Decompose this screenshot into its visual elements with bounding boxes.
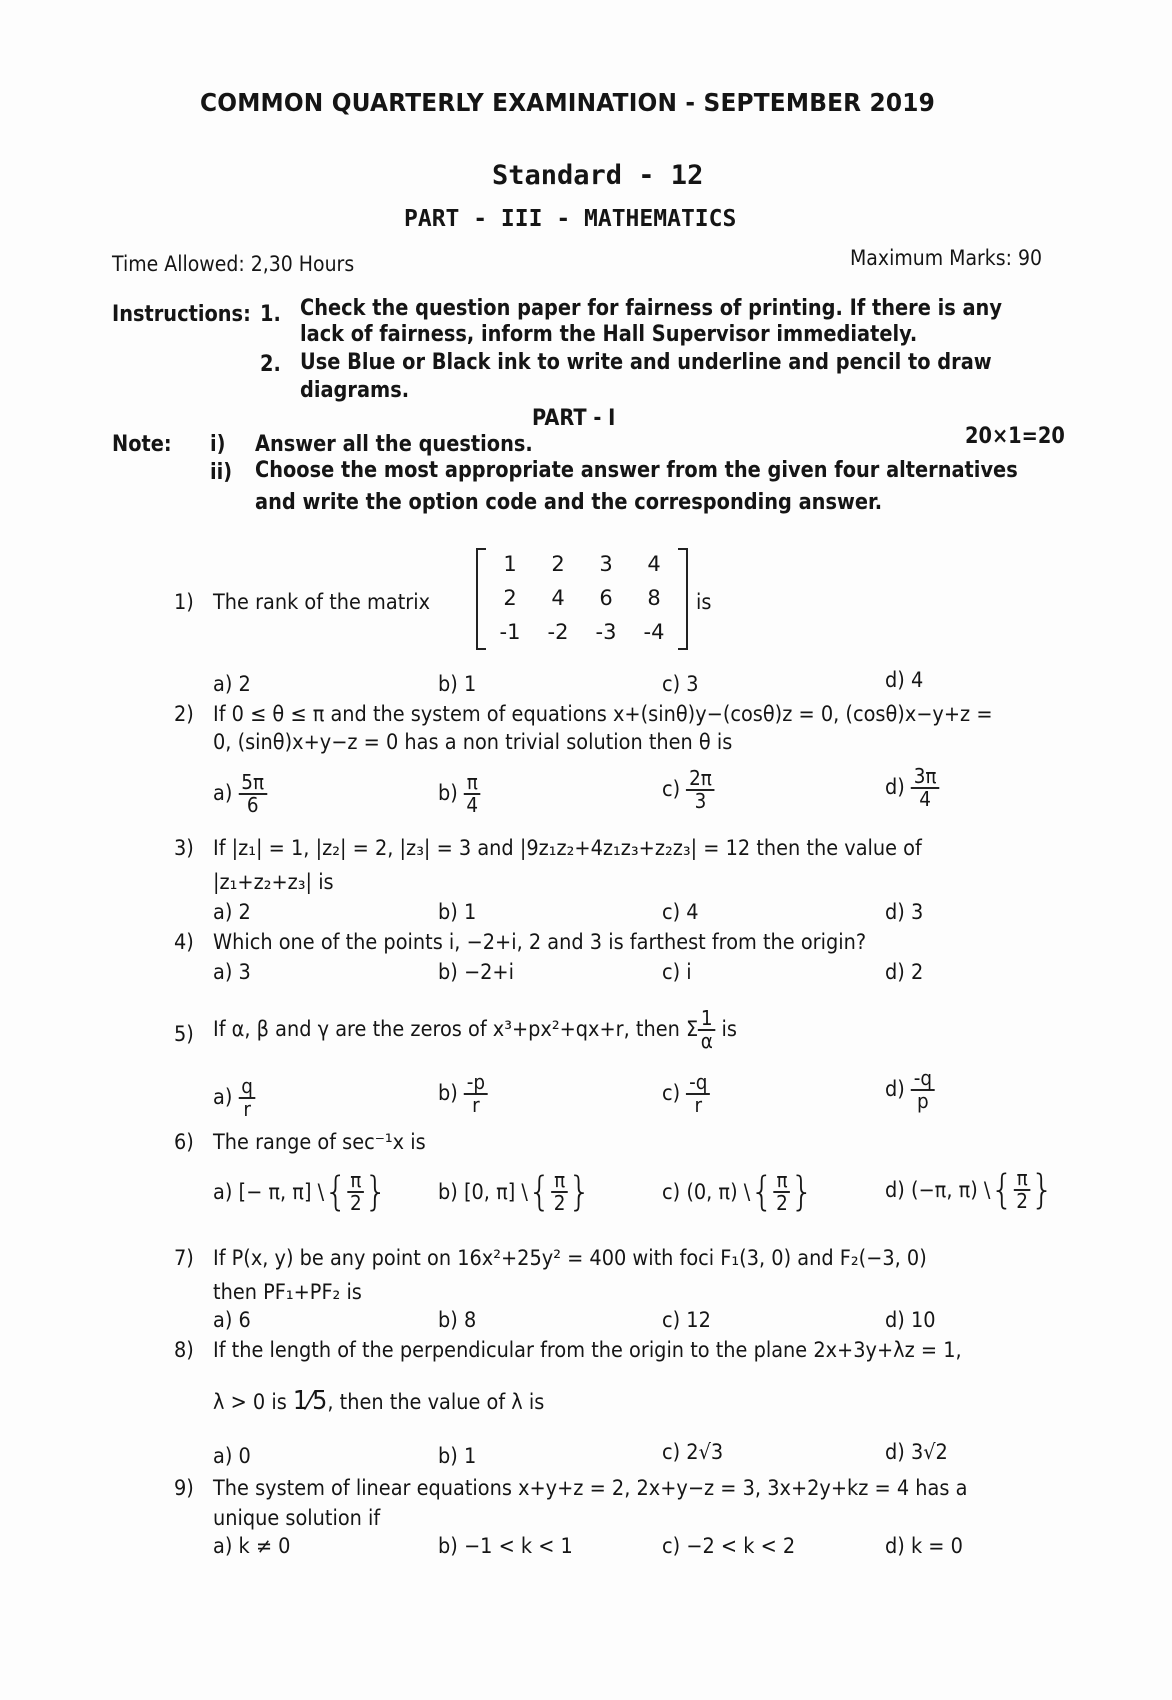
option-a <box>213 1170 388 1214</box>
matrix-cell: 4 <box>647 552 661 576</box>
question-text-part: is <box>721 1017 737 1041</box>
left-brace-icon: { <box>750 1169 774 1215</box>
fraction <box>239 1076 256 1120</box>
option-b: b) −1 < k < 1 <box>438 1534 573 1558</box>
denominator: r <box>472 1093 480 1117</box>
option-a: a) k ≠ 0 <box>213 1534 291 1558</box>
question-number: 4) <box>174 930 194 954</box>
instruction-text: lack of fairness, inform the Hall Supervisor immediately. <box>300 322 918 347</box>
option-label: b) <box>438 1180 458 1204</box>
option-label: a) <box>213 1180 233 1204</box>
instruction-text: Use Blue or Black ink to write and underline and pencil to draw <box>300 350 992 375</box>
question-text: The range of sec⁻¹x is <box>213 1130 426 1154</box>
option-c: c) 3 <box>662 672 699 696</box>
fraction <box>1014 1168 1031 1212</box>
option-d <box>885 1168 1054 1212</box>
option-a: a) 2 <box>213 672 251 696</box>
question-text: If 0 ≤ θ ≤ π and the system of equations x+(sinθ)y−(cosθ)z = 0, (cosθ)x−y+z = <box>213 702 993 726</box>
option-d <box>885 1068 935 1112</box>
option-a <box>213 1076 256 1120</box>
option-c: c) −2 < k < 2 <box>662 1534 796 1558</box>
option-a <box>213 772 267 816</box>
option-d: d) k = 0 <box>885 1534 963 1558</box>
numerator: π <box>1014 1168 1031 1191</box>
option-label: d) <box>885 775 905 799</box>
option-b: b) 8 <box>438 1308 477 1332</box>
question-text-part: If α, β and γ are the zeros of x³+px²+qx+r, then Σ <box>213 1017 699 1041</box>
numerator: -p <box>464 1072 488 1095</box>
numerator: π <box>551 1170 568 1193</box>
fraction <box>686 1072 710 1116</box>
left-brace-icon: { <box>990 1167 1014 1213</box>
numerator: π <box>774 1170 791 1193</box>
note-number: ii) <box>210 460 233 485</box>
question-text: If the length of the perpendicular from the origin to the plane 2x+3y+λz = 1, <box>213 1338 962 1362</box>
question-text: then PF₁+PF₂ is <box>213 1280 362 1304</box>
fraction <box>239 772 267 816</box>
denominator: p <box>917 1089 929 1113</box>
instruction-number: 2. <box>260 352 281 377</box>
option-d: d) 2 <box>885 960 924 984</box>
matrix-row <box>486 552 678 576</box>
denominator: α <box>700 1029 713 1053</box>
numerator: -q <box>686 1072 710 1095</box>
denominator: 4 <box>466 793 479 817</box>
option-b: b) 1 <box>438 672 477 696</box>
question-number: 8) <box>174 1338 194 1362</box>
numerator: π <box>464 772 481 795</box>
question-text: 0, (sinθ)x+y−z = 0 has a non trivial solution then θ is <box>213 730 733 754</box>
option-d: d) 4 <box>885 668 924 692</box>
interval: (0, π) \ <box>686 1180 751 1204</box>
option-c <box>662 768 715 812</box>
denominator: 2 <box>349 1191 362 1215</box>
option-label: a) <box>213 781 233 805</box>
option-b: b) 1 <box>438 900 477 924</box>
option-b <box>438 772 481 816</box>
matrix-cell: 6 <box>599 586 613 610</box>
fraction <box>774 1170 791 1214</box>
denominator: 2 <box>1016 1189 1029 1213</box>
right-brace-icon: } <box>1030 1167 1054 1213</box>
question-text: Which one of the points i, −2+i, 2 and 3 is farthest from the origin? <box>213 930 867 954</box>
matrix-cell: -4 <box>643 620 665 644</box>
numerator: 3π <box>911 766 939 789</box>
left-brace-icon: { <box>324 1169 348 1215</box>
matrix-cell: -2 <box>547 620 569 644</box>
instructions-label: Instructions: <box>112 302 251 327</box>
option-a: a) 6 <box>213 1308 251 1332</box>
note-text: Answer all the questions. <box>255 432 533 457</box>
left-brace-icon: { <box>527 1169 552 1215</box>
question-text <box>213 1008 737 1052</box>
fraction: 1⁄5 <box>292 1386 328 1416</box>
question-text-part: λ > 0 is <box>213 1390 287 1414</box>
question-text: |z₁+z₂+z₃| is <box>213 870 334 894</box>
note-label: Note: <box>112 432 172 457</box>
note-text: Choose the most appropriate answer from the given four alternatives <box>255 458 1018 483</box>
matrix-cell: 2 <box>503 586 517 610</box>
option-c <box>662 1072 710 1116</box>
numerator: -q <box>911 1068 935 1091</box>
fraction <box>911 1068 935 1112</box>
interval: [− π, π] \ <box>238 1180 325 1204</box>
question-number: 1) <box>174 590 194 614</box>
option-c: c) 12 <box>662 1308 711 1332</box>
right-brace-icon: } <box>567 1169 592 1215</box>
option-label: d) <box>885 1077 905 1101</box>
matrix-cell: 2 <box>551 552 565 576</box>
question-text <box>213 1386 544 1416</box>
instruction-text: Check the question paper for fairness of printing. If there is any <box>300 296 1002 321</box>
denominator: r <box>694 1093 703 1117</box>
matrix-cell: -1 <box>499 620 521 644</box>
matrix <box>476 548 688 650</box>
fraction <box>464 772 481 816</box>
option-c <box>662 1170 814 1214</box>
denominator: 2 <box>776 1191 788 1215</box>
denominator: 6 <box>246 793 259 817</box>
numerator: 5π <box>239 772 267 795</box>
subject-heading: PART - III - MATHEMATICS <box>404 206 737 232</box>
question-text: If P(x, y) be any point on 16x²+25y² = 400 with foci F₁(3, 0) and F₂(−3, 0) <box>213 1246 927 1270</box>
matrix-cell: 8 <box>647 586 661 610</box>
option-d: d) 10 <box>885 1308 936 1332</box>
denominator: r <box>243 1097 251 1121</box>
denominator: 3 <box>694 789 707 813</box>
numerator: π <box>348 1170 365 1193</box>
fraction <box>348 1170 365 1214</box>
option-label: c) <box>662 777 681 801</box>
option-label: b) <box>438 1081 458 1105</box>
option-a: a) 2 <box>213 900 251 924</box>
interval: [0, π] \ <box>463 1180 528 1204</box>
option-b <box>438 1170 591 1214</box>
instruction-text: diagrams. <box>300 378 410 403</box>
option-d: d) 3√2 <box>885 1440 948 1464</box>
matrix-cell: 1 <box>503 552 517 576</box>
option-a: a) 0 <box>213 1444 251 1468</box>
question-text: If |z₁| = 1, |z₂| = 2, |z₃| = 3 and |9z₁z₂+4z₁z₃+z₂z₃| = 12 then the value of <box>213 836 922 860</box>
fraction <box>551 1170 568 1214</box>
right-brace-icon: } <box>364 1169 388 1215</box>
option-label: c) <box>662 1180 681 1204</box>
fraction <box>698 1008 715 1052</box>
exam-title: COMMON QUARTERLY EXAMINATION - SEPTEMBER 2019 <box>200 88 936 117</box>
numerator: 1 <box>698 1008 715 1031</box>
interval: (−π, π) \ <box>910 1178 991 1202</box>
option-label: d) <box>885 1178 905 1202</box>
denominator: 2 <box>553 1191 566 1215</box>
matrix-row <box>486 620 678 644</box>
option-c: c) 4 <box>662 900 699 924</box>
denominator: 4 <box>919 787 931 811</box>
fraction <box>911 766 939 810</box>
option-d: d) 3 <box>885 900 924 924</box>
note-number: i) <box>210 432 226 457</box>
option-a: a) 3 <box>213 960 251 984</box>
instruction-number: 1. <box>260 302 281 327</box>
option-b <box>438 1072 488 1116</box>
option-b: b) −2+i <box>438 960 514 984</box>
matrix-cell: -3 <box>595 620 617 644</box>
numerator: 2π <box>686 768 714 791</box>
matrix-cell: 3 <box>599 552 613 576</box>
option-label: b) <box>438 781 458 805</box>
question-number: 7) <box>174 1246 194 1270</box>
option-d <box>885 766 939 810</box>
question-number: 3) <box>174 836 194 860</box>
option-label: a) <box>213 1085 233 1109</box>
question-text: unique solution if <box>213 1506 381 1530</box>
right-brace-icon: } <box>790 1169 814 1215</box>
standard-heading: Standard - 12 <box>492 160 704 191</box>
option-label: c) <box>662 1081 681 1105</box>
question-number: 5) <box>174 1022 194 1046</box>
fraction <box>464 1072 488 1116</box>
option-b: b) 1 <box>438 1444 477 1468</box>
option-c: c) 2√3 <box>662 1440 724 1464</box>
numerator: q <box>239 1076 256 1099</box>
question-number: 6) <box>174 1130 194 1154</box>
matrix-cell: 4 <box>551 586 565 610</box>
question-text-part: , then the value of λ is <box>327 1390 545 1414</box>
time-allowed: Time Allowed: 2,30 Hours <box>112 252 355 276</box>
question-text: The rank of the matrix <box>213 590 431 614</box>
matrix-row <box>486 586 678 610</box>
option-c: c) i <box>662 960 692 984</box>
question-number: 2) <box>174 702 194 726</box>
question-number: 9) <box>174 1476 194 1500</box>
part-heading: PART - I <box>532 406 616 431</box>
note-text: and write the option code and the corresponding answer. <box>255 490 883 515</box>
question-text: is <box>696 590 712 614</box>
fraction <box>686 768 714 812</box>
maximum-marks: Maximum Marks: 90 <box>850 246 1043 270</box>
question-text: The system of linear equations x+y+z = 2, 2x+y−z = 3, 3x+2y+kz = 4 has a <box>213 1476 968 1500</box>
marks-scheme: 20×1=20 <box>965 424 1065 449</box>
